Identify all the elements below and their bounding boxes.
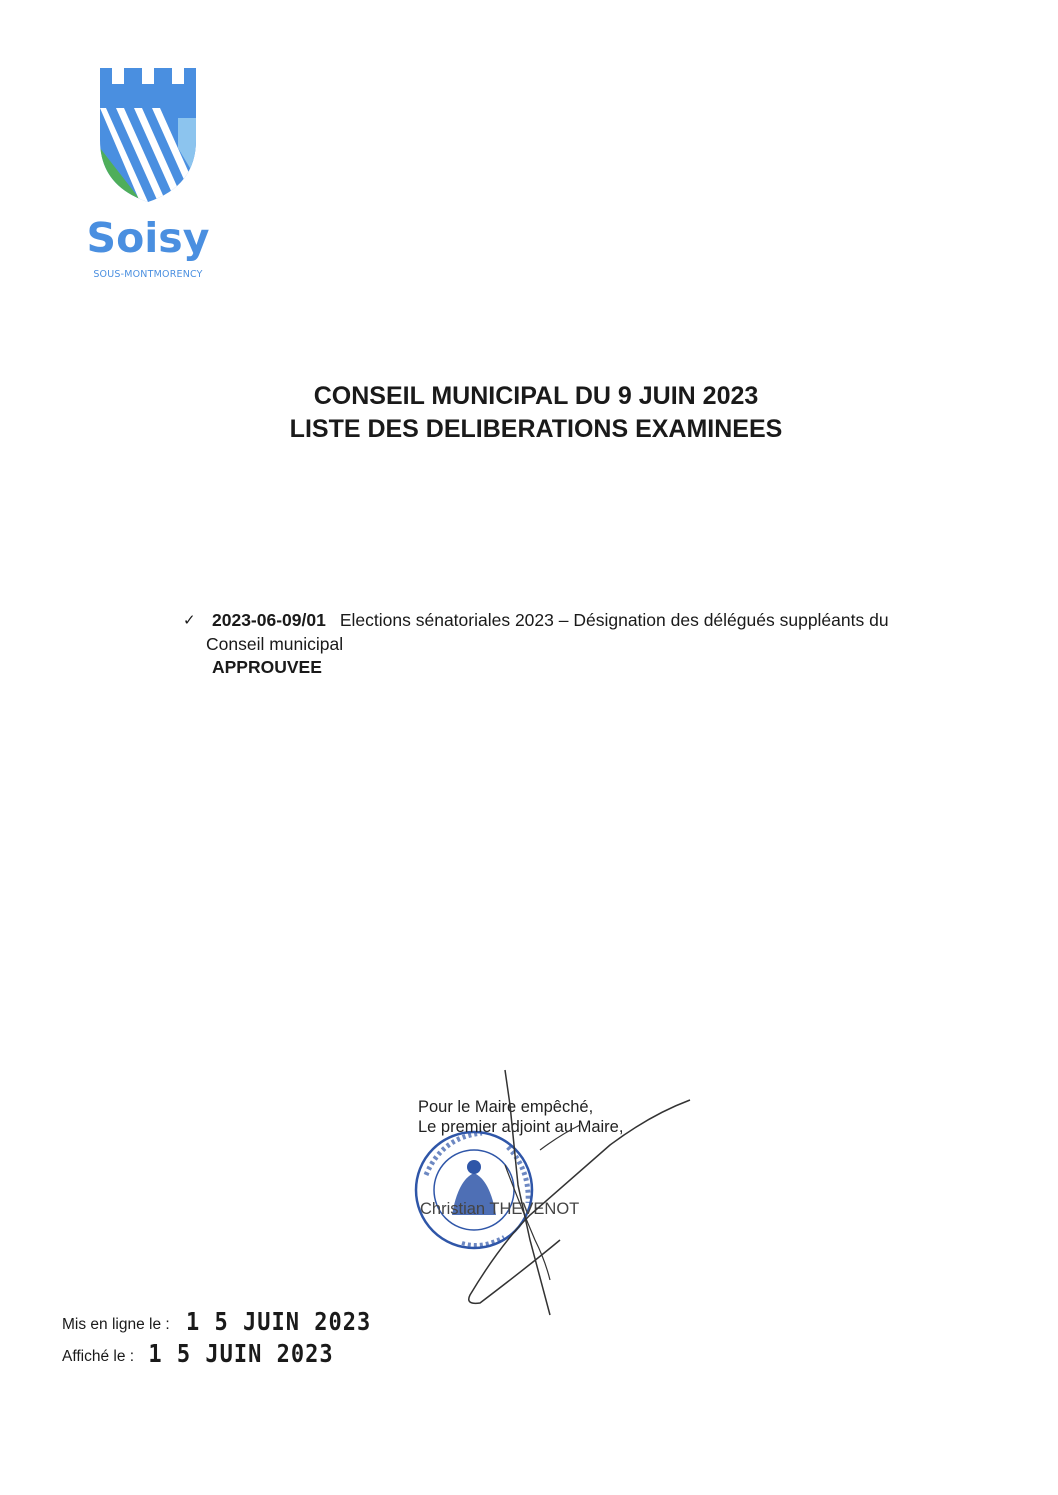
- online-publication-line: [62, 1310, 371, 1335]
- handwritten-signature-icon: [410, 1065, 710, 1325]
- document-subtitle: LISTE DES DELIBERATIONS EXAMINEES: [289, 415, 783, 443]
- castle-shield-icon: [82, 68, 214, 208]
- logo-city-name: Soisy: [86, 214, 210, 262]
- document-title: CONSEIL MUNICIPAL DU 9 JUIN 2023: [313, 382, 759, 410]
- posted-publication-date: 1 5 JUIN 2023: [148, 1340, 334, 1369]
- deliberation-description: Elections sénatoriales 2023 – Désignation des délégués suppléants du: [339, 610, 889, 630]
- checkmark-icon: ✓: [183, 611, 196, 629]
- posted-publication-line: [62, 1342, 334, 1367]
- deliberation-description-continued: Conseil municipal: [206, 634, 344, 654]
- deliberation-reference: 2023-06-09/01: [212, 610, 326, 630]
- signature-block: [410, 1065, 710, 1325]
- deliberation-status: APPROUVEE: [212, 657, 322, 677]
- city-logo: [82, 68, 214, 288]
- signature-line-2: Le premier adjoint au Maire,: [418, 1118, 624, 1136]
- posted-publication-label: Affiché le :: [62, 1348, 135, 1365]
- logo-city-subtitle: SOUS-MONTMORENCY: [93, 269, 203, 280]
- signatory-name: Christian THEVENOT: [420, 1200, 580, 1218]
- signature-line-1: Pour le Maire empêché,: [418, 1098, 594, 1116]
- online-publication-date: 1 5 JUIN 2023: [186, 1308, 372, 1337]
- online-publication-label: Mis en ligne le :: [62, 1316, 170, 1333]
